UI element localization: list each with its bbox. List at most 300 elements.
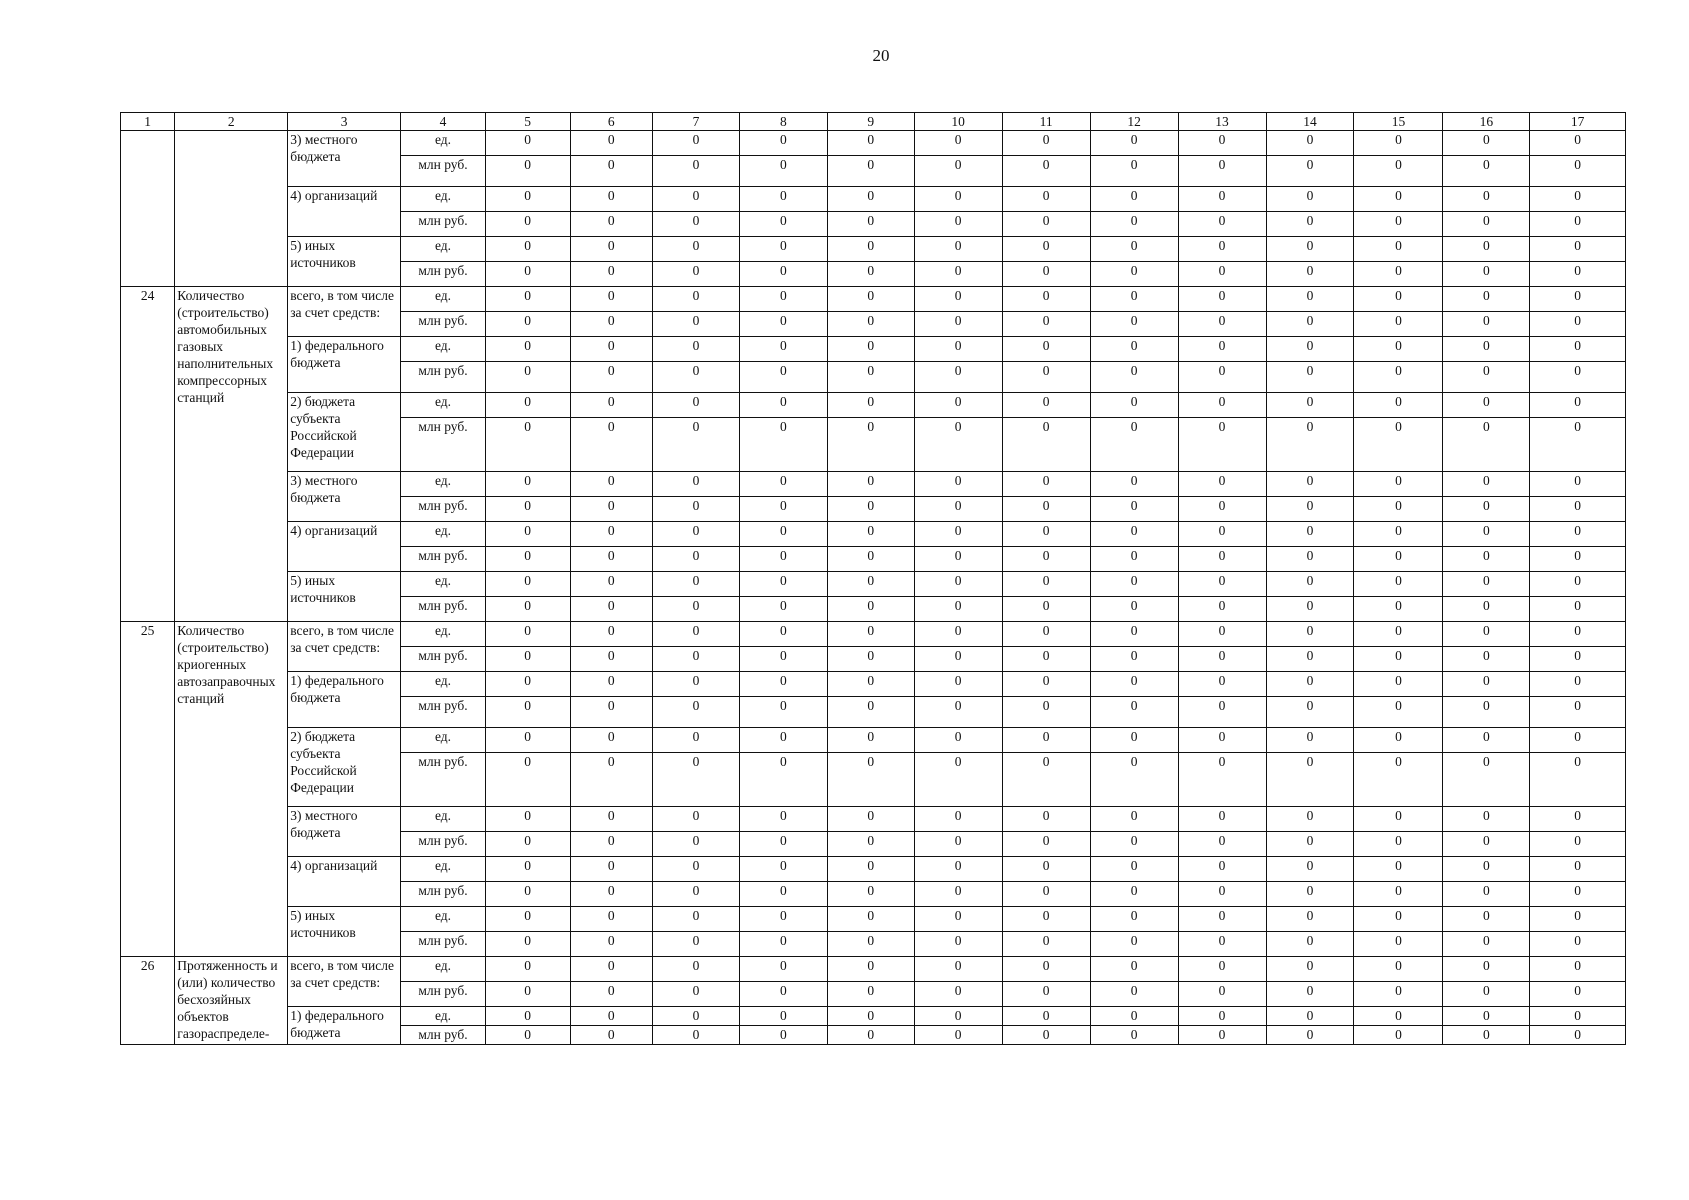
table-cell: 0 [1354,131,1443,156]
table-cell: 0 [570,362,653,393]
table-cell: 0 [1266,156,1354,187]
table-row [121,857,1626,882]
table-cell: 0 [1266,472,1354,497]
table-cell: 0 [1090,472,1178,497]
table-cell: 0 [1178,287,1266,312]
table-cell: 0 [914,262,1002,287]
column-header: 15 [1354,113,1443,131]
unit-label: ед. [401,337,486,362]
table-cell: 0 [1266,131,1354,156]
table-cell: 0 [827,156,914,187]
table-cell: 0 [1530,393,1626,418]
table-cell: 0 [1530,362,1626,393]
table-cell: 0 [1443,547,1530,572]
table-cell: 0 [1178,262,1266,287]
table-cell: 0 [914,932,1002,957]
table-cell: 0 [653,212,740,237]
indicator-name: Протяженность и (или) количество бесхозяйных объектов газораспределе- [175,957,288,1045]
table-cell: 0 [1530,522,1626,547]
table-cell: 0 [570,672,653,697]
table-cell: 0 [653,287,740,312]
table-cell: 0 [1443,753,1530,807]
table-cell: 0 [1354,547,1443,572]
table-cell: 0 [914,672,1002,697]
table-cell: 0 [1090,237,1178,262]
table-cell: 0 [485,932,570,957]
table-cell: 0 [1530,647,1626,672]
table-cell: 0 [1443,882,1530,907]
table-cell: 0 [570,156,653,187]
table-cell: 0 [1002,672,1090,697]
table-cell: 0 [914,187,1002,212]
table-cell: 0 [653,131,740,156]
table-cell: 0 [1090,497,1178,522]
table-cell: 0 [653,907,740,932]
table-cell: 0 [1354,262,1443,287]
table-cell: 0 [1530,982,1626,1007]
table-cell: 0 [827,1007,914,1026]
table-cell: 0 [1266,622,1354,647]
table-cell: 0 [570,753,653,807]
table-cell: 0 [1266,807,1354,832]
table-cell: 0 [653,932,740,957]
table-cell: 0 [1443,393,1530,418]
unit-label: ед. [401,728,486,753]
table-cell: 0 [1443,472,1530,497]
table-cell: 0 [485,597,570,622]
table-cell: 0 [1002,832,1090,857]
table-cell: 0 [1354,418,1443,472]
unit-label: ед. [401,393,486,418]
table-cell: 0 [914,1007,1002,1026]
table-cell: 0 [653,728,740,753]
table-cell: 0 [1266,187,1354,212]
table-cell: 0 [485,728,570,753]
table-cell: 0 [653,362,740,393]
table-cell: 0 [914,597,1002,622]
table-cell: 0 [827,597,914,622]
table-cell: 0 [1354,212,1443,237]
table-cell: 0 [485,1007,570,1026]
table-cell: 0 [1002,807,1090,832]
table-cell: 0 [1090,728,1178,753]
table-cell: 0 [1178,728,1266,753]
table-cell: 0 [1178,647,1266,672]
table-cell: 0 [570,237,653,262]
table-cell: 0 [827,753,914,807]
table-cell: 0 [1530,187,1626,212]
table-cell: 0 [1530,212,1626,237]
unit-label: млн руб. [401,647,486,672]
table-cell: 0 [570,1026,653,1045]
table-cell: 0 [570,287,653,312]
table-cell: 0 [739,697,827,728]
table-cell: 0 [1090,807,1178,832]
table-row [121,287,1626,312]
table-cell: 0 [739,622,827,647]
table-cell: 0 [827,572,914,597]
table-cell: 0 [1090,131,1178,156]
table-cell: 0 [1354,932,1443,957]
table-cell: 0 [827,622,914,647]
table-cell: 0 [914,547,1002,572]
table-cell: 0 [485,957,570,982]
table-cell: 0 [739,337,827,362]
table-cell: 0 [1090,312,1178,337]
table-cell: 0 [1178,982,1266,1007]
table-row [121,237,1626,262]
table-cell: 0 [570,212,653,237]
table-cell: 0 [1530,547,1626,572]
table-cell: 0 [485,337,570,362]
table-cell: 0 [1266,418,1354,472]
table-cell: 0 [1443,697,1530,728]
table-cell: 0 [653,156,740,187]
table-cell: 0 [1090,832,1178,857]
table-cell: 0 [653,547,740,572]
table-cell: 0 [653,312,740,337]
table-row [121,187,1626,212]
table-cell: 0 [827,932,914,957]
unit-label: млн руб. [401,1026,486,1045]
table-cell: 0 [1178,832,1266,857]
table-cell: 0 [1178,522,1266,547]
table-cell: 0 [570,262,653,287]
table-cell: 0 [1002,547,1090,572]
table-cell: 0 [1443,262,1530,287]
table-cell: 0 [827,187,914,212]
table-row [121,337,1626,362]
table-cell: 0 [570,982,653,1007]
table-cell: 0 [827,982,914,1007]
source-label: всего, в том числе за счет средств: [288,287,401,337]
table-cell: 0 [827,647,914,672]
table-cell: 0 [1354,522,1443,547]
table-cell: 0 [1178,957,1266,982]
table-cell: 0 [485,753,570,807]
table-cell: 0 [914,522,1002,547]
table-cell: 0 [739,647,827,672]
table-cell: 0 [1530,597,1626,622]
table-cell: 0 [570,187,653,212]
table-cell: 0 [739,237,827,262]
unit-label: ед. [401,1007,486,1026]
table-cell: 0 [739,497,827,522]
table-cell: 0 [739,982,827,1007]
table-cell: 0 [1266,497,1354,522]
column-header: 4 [401,113,486,131]
table-cell: 0 [485,237,570,262]
table-cell: 0 [1178,1007,1266,1026]
table-cell: 0 [1178,362,1266,393]
table-cell: 0 [653,857,740,882]
source-label: 2) бюджета субъекта Российской Федерации [288,728,401,807]
source-label: 5) иных источников [288,907,401,957]
unit-label: млн руб. [401,882,486,907]
table-cell: 0 [827,1026,914,1045]
unit-label: ед. [401,237,486,262]
table-cell: 0 [827,312,914,337]
table-cell: 0 [1443,522,1530,547]
table-cell: 0 [1266,1007,1354,1026]
unit-label: млн руб. [401,597,486,622]
table-cell: 0 [1002,362,1090,393]
table-cell: 0 [1354,697,1443,728]
table-row [121,572,1626,597]
unit-label: ед. [401,131,486,156]
table-cell: 0 [1178,497,1266,522]
table-cell: 0 [1178,212,1266,237]
table-cell: 0 [1266,522,1354,547]
table-cell: 0 [827,882,914,907]
table-cell: 0 [653,697,740,728]
table-cell: 0 [1266,753,1354,807]
table-cell: 0 [653,597,740,622]
table-cell: 0 [1530,497,1626,522]
table-cell: 0 [653,472,740,497]
unit-label: млн руб. [401,497,486,522]
table-cell: 0 [1178,131,1266,156]
table-cell: 0 [570,597,653,622]
table-cell: 0 [485,362,570,393]
table-cell: 0 [653,622,740,647]
table-cell: 0 [1530,1007,1626,1026]
unit-label: млн руб. [401,212,486,237]
table-cell: 0 [1443,597,1530,622]
table-cell: 0 [827,418,914,472]
unit-label: млн руб. [401,753,486,807]
table-cell: 0 [739,672,827,697]
table-cell: 0 [1530,957,1626,982]
table-cell: 0 [1090,393,1178,418]
table-cell: 0 [739,1026,827,1045]
table-cell: 0 [739,522,827,547]
table-cell: 0 [739,728,827,753]
table-cell: 0 [1354,672,1443,697]
table-cell: 0 [570,418,653,472]
table-cell: 0 [1178,697,1266,728]
table-cell: 0 [1530,287,1626,312]
source-label: 1) федерального бюджета [288,672,401,728]
table-cell: 0 [914,572,1002,597]
table-cell: 0 [653,647,740,672]
table-cell: 0 [1354,957,1443,982]
table-cell: 0 [1002,697,1090,728]
table-cell: 0 [1178,753,1266,807]
table-cell: 0 [1530,131,1626,156]
table-cell: 0 [1090,287,1178,312]
table-cell: 0 [570,697,653,728]
unit-label: ед. [401,187,486,212]
table-cell: 0 [570,728,653,753]
table-cell: 0 [1443,337,1530,362]
table-cell: 0 [1178,807,1266,832]
column-header: 3 [288,113,401,131]
table-cell: 0 [739,472,827,497]
unit-label: ед. [401,472,486,497]
table-cell: 0 [1002,312,1090,337]
table-cell: 0 [1443,187,1530,212]
table-cell: 0 [653,237,740,262]
table-cell: 0 [739,572,827,597]
table-cell: 0 [1090,622,1178,647]
table-cell: 0 [1443,832,1530,857]
table-row [121,131,1626,156]
table-cell: 0 [1090,1026,1178,1045]
unit-label: млн руб. [401,932,486,957]
table-cell: 0 [1178,882,1266,907]
table-cell: 0 [1178,907,1266,932]
table-cell: 0 [1090,982,1178,1007]
table-cell: 0 [1530,807,1626,832]
table-cell: 0 [827,807,914,832]
table-cell: 0 [914,957,1002,982]
unit-label: млн руб. [401,547,486,572]
table-cell: 0 [1354,907,1443,932]
source-label: 4) организаций [288,187,401,237]
source-label: 4) организаций [288,522,401,572]
table-cell: 0 [1443,237,1530,262]
table-cell: 0 [570,572,653,597]
table-cell: 0 [570,857,653,882]
table-cell: 0 [739,312,827,337]
source-label: 1) федерального бюджета [288,1007,401,1045]
table-cell: 0 [1090,882,1178,907]
table-cell: 0 [1178,597,1266,622]
table-cell: 0 [570,497,653,522]
table-cell: 0 [1266,337,1354,362]
table-cell: 0 [914,393,1002,418]
table-cell: 0 [653,418,740,472]
table-cell: 0 [1354,156,1443,187]
source-label: 5) иных источников [288,237,401,287]
table-cell: 0 [1090,1007,1178,1026]
table-cell: 0 [1266,647,1354,672]
table-cell: 0 [827,522,914,547]
table-cell: 0 [653,1007,740,1026]
table-cell: 0 [1178,156,1266,187]
table-cell: 0 [1354,597,1443,622]
table-cell: 0 [1002,882,1090,907]
table-cell: 0 [653,393,740,418]
row-number: 25 [121,622,175,957]
table-cell: 0 [1443,497,1530,522]
table-cell: 0 [570,312,653,337]
table-cell: 0 [1443,287,1530,312]
table-cell: 0 [1090,337,1178,362]
table-cell: 0 [1002,753,1090,807]
table-cell: 0 [1443,312,1530,337]
source-label: 3) местного бюджета [288,472,401,522]
table-cell: 0 [1266,882,1354,907]
table-cell: 0 [1530,753,1626,807]
unit-label: млн руб. [401,362,486,393]
table-cell: 0 [914,857,1002,882]
source-label: всего, в том числе за счет средств: [288,622,401,672]
table-cell: 0 [1090,547,1178,572]
table-cell: 0 [914,882,1002,907]
table-cell: 0 [1090,932,1178,957]
table-cell: 0 [1090,597,1178,622]
table-cell: 0 [1178,337,1266,362]
table-cell: 0 [1002,156,1090,187]
table-cell: 0 [1002,522,1090,547]
table-cell: 0 [1354,337,1443,362]
table-cell: 0 [1266,393,1354,418]
table-cell: 0 [1266,907,1354,932]
column-header: 12 [1090,113,1178,131]
table-cell: 0 [827,472,914,497]
table-cell: 0 [739,882,827,907]
unit-label: ед. [401,807,486,832]
table-cell: 0 [1090,753,1178,807]
source-label: всего, в том числе за счет средств: [288,957,401,1007]
source-label: 3) местного бюджета [288,131,401,187]
table-cell: 0 [1266,287,1354,312]
row-number: 24 [121,287,175,622]
table-cell: 0 [1266,957,1354,982]
table-cell: 0 [653,807,740,832]
table-cell: 0 [485,131,570,156]
table-cell: 0 [485,262,570,287]
table-cell: 0 [739,907,827,932]
table-cell: 0 [1266,312,1354,337]
unit-label: ед. [401,957,486,982]
table-cell: 0 [914,1026,1002,1045]
header-row [121,113,1626,131]
table-cell: 0 [914,907,1002,932]
table-cell: 0 [485,418,570,472]
table-cell: 0 [1002,497,1090,522]
table-cell: 0 [1354,857,1443,882]
table-cell: 0 [1443,212,1530,237]
table-cell: 0 [653,337,740,362]
row-number: 26 [121,957,175,1045]
table-cell: 0 [1443,857,1530,882]
table-cell: 0 [914,728,1002,753]
column-header: 7 [653,113,740,131]
table-cell: 0 [1443,622,1530,647]
table-cell: 0 [914,287,1002,312]
table-cell: 0 [1354,1007,1443,1026]
table-cell: 0 [739,832,827,857]
table-cell: 0 [827,287,914,312]
table-cell: 0 [1530,832,1626,857]
source-label: 2) бюджета субъекта Российской Федерации [288,393,401,472]
table-cell: 0 [739,547,827,572]
table-cell: 0 [1354,832,1443,857]
table-cell: 0 [570,907,653,932]
table-cell: 0 [1443,728,1530,753]
table-cell: 0 [1002,131,1090,156]
table-cell: 0 [827,957,914,982]
source-label: 1) федерального бюджета [288,337,401,393]
table-row [121,957,1626,982]
table-cell: 0 [914,753,1002,807]
table-cell: 0 [1178,932,1266,957]
table-cell: 0 [1530,697,1626,728]
table-cell: 0 [485,497,570,522]
column-header: 6 [570,113,653,131]
table-cell: 0 [1002,393,1090,418]
table-cell: 0 [570,472,653,497]
table-cell: 0 [570,337,653,362]
column-header: 17 [1530,113,1626,131]
table-cell: 0 [1530,472,1626,497]
table-cell: 0 [570,807,653,832]
table-cell: 0 [739,857,827,882]
table-cell: 0 [1266,237,1354,262]
